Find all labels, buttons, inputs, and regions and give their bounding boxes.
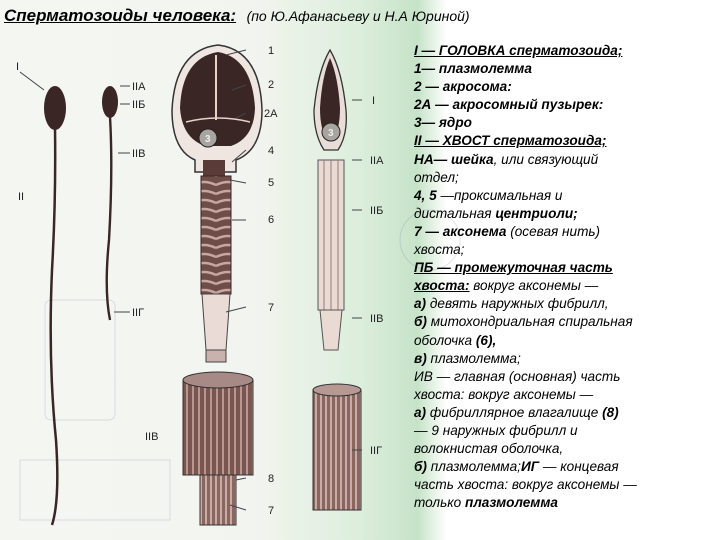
legend-fragment: а): [414, 404, 427, 420]
middle-label: 2: [268, 79, 275, 91]
legend-fragment: (8): [602, 404, 619, 420]
legend-fragment: центриоли;: [495, 205, 578, 221]
legend-line: [414, 187, 716, 205]
legend-fragment: а): [414, 296, 427, 312]
legend-line: [414, 332, 716, 350]
right-label: IIA: [370, 155, 384, 167]
left-label: IIГ: [132, 307, 145, 319]
legend-line: [414, 458, 716, 476]
legend-fragment: ПБ — промежуточная часть: [414, 260, 613, 276]
legend-fragment: НА—: [414, 151, 452, 167]
legend-line: [414, 277, 716, 295]
legend-fragment: I — ГОЛОВКА сперматозоида;: [414, 43, 623, 58]
legend-fragment: 1— плазмолемма: [414, 61, 532, 77]
legend-line: [414, 476, 716, 494]
legend-fragment: II — ХВОСТ сперматозоида;: [414, 133, 607, 149]
legend-line: [414, 60, 716, 78]
right-label: IIГ: [370, 445, 383, 457]
legend-line: [414, 241, 716, 259]
left-label: IIБ: [132, 99, 146, 111]
legend-fragment: вокруг аксонемы —: [469, 278, 599, 294]
whole-sperm-2: [102, 86, 118, 320]
legend-fragment: б): [414, 459, 427, 475]
page-subtitle: (по Ю.Афанасьеву и Н.А Юриной): [246, 8, 470, 24]
legend-fragment: ИВ — главная (основная) часть: [414, 368, 621, 384]
legend-fragment: 2 — акросома:: [414, 79, 512, 95]
right-section: [314, 50, 346, 350]
legend-fragment: — концевая: [539, 459, 619, 475]
nucleus-label: 3: [328, 128, 334, 139]
left-label: IIA: [132, 81, 146, 93]
nucleus-label: 3: [205, 134, 211, 145]
right-label: I: [372, 95, 376, 107]
right-label: IIБ: [370, 205, 384, 217]
legend-line: [414, 132, 716, 150]
legend-line: [414, 223, 716, 241]
legend-fragment: девять наружных фибрилл,: [426, 296, 609, 312]
legend-fragment: хвоста: вокруг аксонемы —: [414, 386, 594, 402]
legend-fragment: плазмолемма: [465, 495, 558, 511]
legend-line: [414, 295, 716, 313]
legend-fragment: плазмолемма;: [426, 459, 521, 475]
left-label: II: [18, 191, 25, 203]
legend-fragment: отдел;: [414, 169, 459, 185]
legend-fragment: митохондриальная спиральная: [426, 314, 633, 330]
legend-line: [414, 96, 716, 114]
legend-line: [414, 42, 716, 60]
legend-fragment: волокнистая оболочка,: [414, 441, 564, 457]
legend-line: [414, 350, 716, 368]
legend-line: [414, 259, 716, 277]
middle-label: 4: [268, 145, 275, 157]
legend-text: [414, 42, 716, 512]
legend-fragment: 2А — акросомный пузырек:: [414, 97, 604, 113]
legend-fragment: (осевая нить): [506, 223, 601, 239]
legend-fragment: — 9 наружных фибрилл и: [414, 422, 578, 438]
legend-fragment: фибриллярное влагалище: [426, 404, 603, 420]
legend-fragment: оболочка: [414, 332, 476, 348]
title-row: [4, 6, 470, 30]
middle-label: 7: [268, 505, 275, 517]
legend-line: [414, 386, 716, 404]
legend-fragment: 3— ядро: [414, 115, 472, 131]
legend-fragment: в): [414, 350, 427, 366]
sperm-diagram: [0, 30, 410, 540]
middle-label: 8: [268, 473, 275, 485]
middle-label: 1: [268, 45, 275, 57]
legend-line: [414, 368, 716, 386]
legend-fragment: дистальная: [414, 205, 496, 221]
middle-label: 7: [268, 302, 275, 314]
legend-fragment: —проксимальная и: [436, 187, 563, 203]
left-label: IIB: [145, 431, 159, 443]
legend-line: [414, 440, 716, 458]
legend-line: [414, 313, 716, 331]
tail-cylinder-middle: [183, 372, 253, 525]
whole-sperm-1: [44, 86, 66, 525]
left-label: IIB: [132, 148, 146, 160]
legend-line: [414, 205, 716, 223]
legend-fragment: (6),: [475, 332, 497, 348]
page-title: Сперматозоиды человека:: [4, 6, 237, 25]
legend-line: [414, 151, 716, 169]
legend-fragment: хвоста:: [414, 278, 470, 294]
legend-line: [414, 404, 716, 422]
legend-fragment: шейка: [451, 151, 494, 167]
left-label: I: [16, 61, 20, 73]
right-label: IIB: [370, 313, 384, 325]
legend-fragment: часть хвоста: вокруг аксонемы —: [414, 477, 637, 493]
legend-fragment: плазмолемма;: [426, 350, 521, 366]
middle-label: 5: [268, 177, 275, 189]
middle-section: [172, 45, 262, 362]
middle-label: 6: [268, 214, 275, 226]
legend-fragment: 4, 5: [414, 187, 437, 203]
legend-line: [414, 114, 716, 132]
legend-line: [414, 422, 716, 440]
legend-fragment: б): [414, 314, 427, 330]
legend-fragment: ИГ: [520, 459, 540, 475]
legend-line: [414, 494, 716, 512]
legend-fragment: только: [414, 495, 466, 511]
legend-fragment: хвоста;: [414, 242, 465, 258]
tail-cylinder-right: [313, 384, 361, 510]
legend-fragment: , или связующий: [493, 151, 599, 167]
middle-label: 2A: [264, 108, 278, 120]
legend-line: [414, 169, 716, 187]
legend-line: [414, 78, 716, 96]
legend-fragment: 7 — аксонема: [414, 223, 507, 239]
